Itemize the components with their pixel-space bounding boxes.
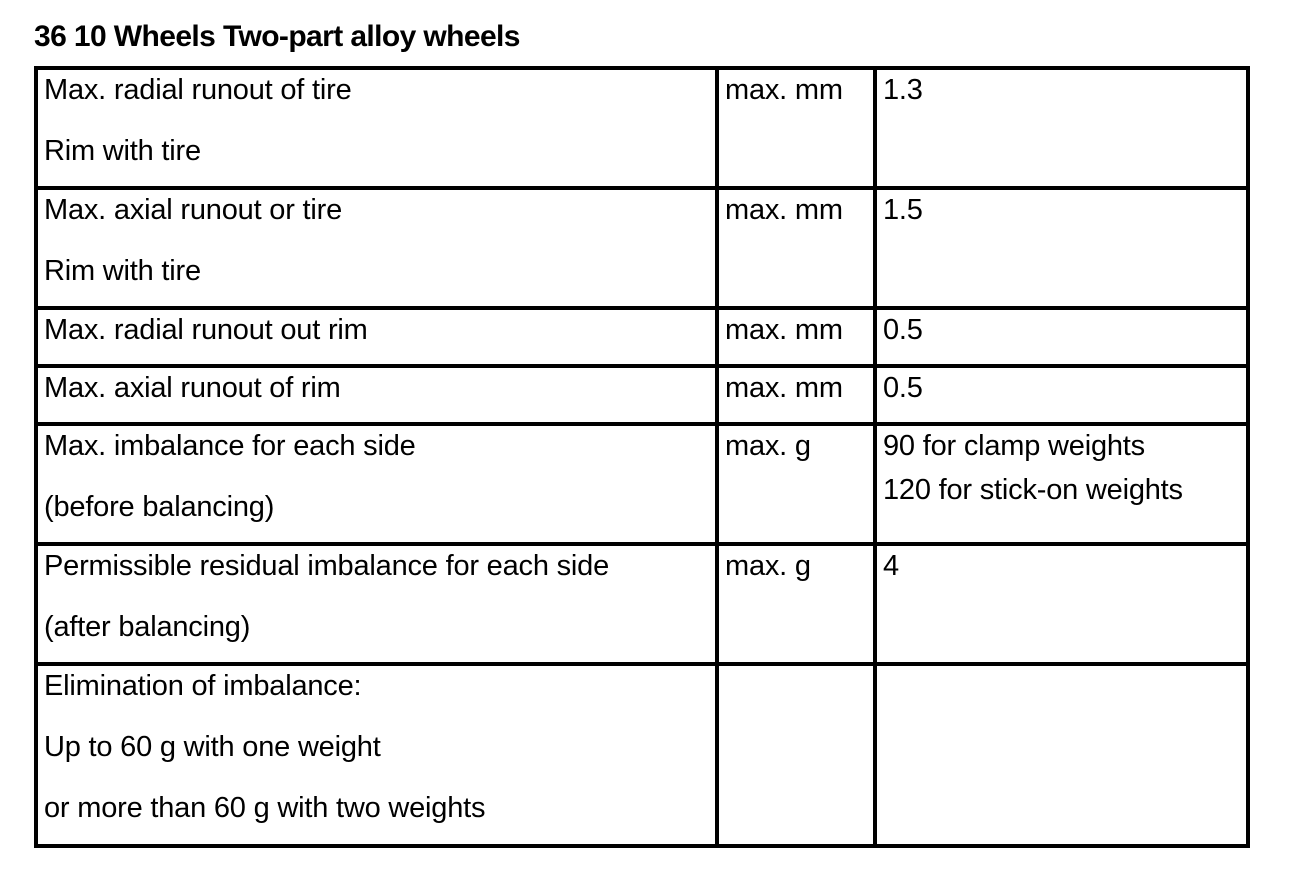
unit-text: max. g xyxy=(725,550,811,582)
description-line: Max. radial runout out rim xyxy=(44,314,368,346)
description-line: (before balancing) xyxy=(44,491,275,523)
page-title: 36 10 Wheels Two-part alloy wheels xyxy=(34,20,520,53)
value-cell xyxy=(875,664,1248,846)
description-line: Rim with tire xyxy=(44,255,201,287)
unit-cell xyxy=(717,68,875,188)
description-line: (after balancing) xyxy=(44,611,251,643)
value-text: 1.3 xyxy=(883,74,923,106)
value-cell xyxy=(875,308,1248,366)
description-line: Max. axial runout or tire xyxy=(44,194,343,226)
unit-cell xyxy=(717,366,875,424)
value-cell xyxy=(875,366,1248,424)
description-line: Max. axial runout of rim xyxy=(44,372,341,404)
unit-text: max. mm xyxy=(725,314,843,346)
table-row xyxy=(36,544,1248,664)
table-row xyxy=(36,188,1248,308)
description-line: Elimination of imbalance: xyxy=(44,670,362,702)
unit-text xyxy=(725,664,869,717)
description-cell xyxy=(36,544,717,664)
description-cell xyxy=(36,424,717,544)
description-line: or more than 60 g with two weights xyxy=(44,792,486,824)
value-text: 90 for clamp weights xyxy=(883,430,1145,462)
unit-text: max. mm xyxy=(725,194,843,226)
value-cell xyxy=(875,188,1248,308)
value-text: 0.5 xyxy=(883,314,923,346)
description-line: Rim with tire xyxy=(44,135,201,167)
unit-text: max. mm xyxy=(725,74,843,106)
unit-text: max. g xyxy=(725,430,811,462)
value-text: 4 xyxy=(883,550,899,582)
table-row xyxy=(36,664,1248,846)
unit-cell xyxy=(717,424,875,544)
description-cell xyxy=(36,188,717,308)
description-cell xyxy=(36,366,717,424)
unit-cell xyxy=(717,544,875,664)
table-row xyxy=(36,68,1248,188)
wheel-spec-table xyxy=(34,66,1250,848)
description-cell xyxy=(36,308,717,366)
description-line: Permissible residual imbalance for each side xyxy=(44,550,610,582)
description-line: Max. radial runout of tire xyxy=(44,74,352,106)
value-text: 1.5 xyxy=(883,194,923,226)
value-text xyxy=(883,664,1242,717)
unit-cell xyxy=(717,664,875,846)
description-cell xyxy=(36,664,717,846)
value-cell xyxy=(875,424,1248,544)
table-row xyxy=(36,366,1248,424)
unit-cell xyxy=(717,308,875,366)
value-cell xyxy=(875,68,1248,188)
description-line: Up to 60 g with one weight xyxy=(44,731,381,763)
table-row xyxy=(36,424,1248,544)
description-line: Max. imbalance for each side xyxy=(44,430,416,462)
description-cell xyxy=(36,68,717,188)
value-cell xyxy=(875,544,1248,664)
unit-text: max. mm xyxy=(725,372,843,404)
unit-cell xyxy=(717,188,875,308)
value-text: 0.5 xyxy=(883,372,923,404)
value-text: 120 for stick-on weights xyxy=(883,474,1183,506)
table-row xyxy=(36,308,1248,366)
